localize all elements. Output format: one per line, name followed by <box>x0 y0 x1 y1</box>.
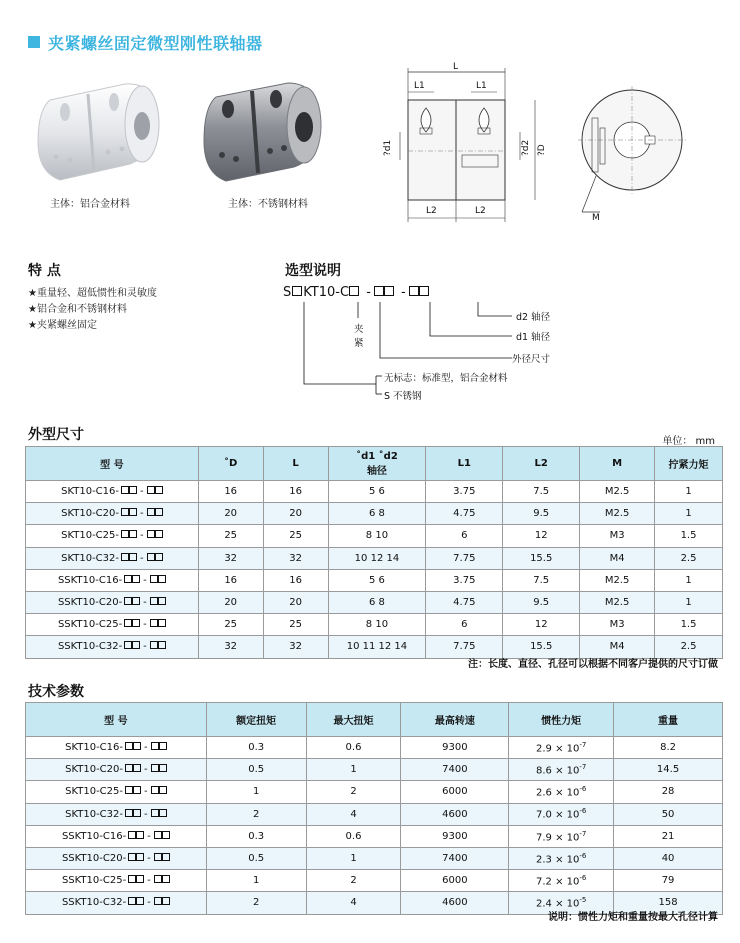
table-cell: 8 10 <box>328 525 426 547</box>
table-row <box>26 737 723 759</box>
table-cell: 4.75 <box>426 503 503 525</box>
table-cell: 25 <box>263 614 328 636</box>
table-cell: 15.5 <box>503 636 580 658</box>
table-cell: 40 <box>614 847 723 869</box>
table-cell: 25 <box>263 525 328 547</box>
table-cell: 1 <box>655 503 723 525</box>
tech-table <box>25 702 723 915</box>
table-cell: 0.5 <box>206 759 306 781</box>
table-cell: 6000 <box>401 781 509 803</box>
table-cell: 2.5 <box>655 547 723 569</box>
table-cell: SSKT10-C20- - <box>26 847 207 869</box>
table-cell: 32 <box>263 547 328 569</box>
unit-label: 单位： mm <box>662 436 715 447</box>
dim-label-d2: ?d2 <box>521 139 531 156</box>
feature-item: ★夹紧螺丝固定 <box>28 320 97 331</box>
feature-item: ★重量轻、超低惯性和灵敏度 <box>28 288 157 299</box>
table-cell: 32 <box>198 547 263 569</box>
model-explain-heading: 选型说明 <box>285 263 341 279</box>
table-cell: 7.75 <box>426 547 503 569</box>
table-cell: 1 <box>655 591 723 613</box>
features-heading: 特 点 <box>28 263 61 279</box>
table-cell: 7400 <box>401 759 509 781</box>
technical-drawing-side-view <box>370 60 560 230</box>
table-cell: 4 <box>306 803 401 825</box>
table-cell: $8.6 \times 10^{-7}$ <box>509 759 614 781</box>
table-cell: 50 <box>614 803 723 825</box>
table-cell: 16 <box>198 569 263 591</box>
table-cell: 28 <box>614 781 723 803</box>
table-cell: 14.5 <box>614 759 723 781</box>
table-cell: 25 <box>198 614 263 636</box>
col-header-torque: 拧紧力矩 <box>655 447 723 481</box>
table-row <box>26 781 723 803</box>
table-cell: M3 <box>580 614 655 636</box>
table-cell: 2 <box>206 803 306 825</box>
table-cell: 2 <box>306 781 401 803</box>
table-cell: SSKT10-C25- - <box>26 870 207 892</box>
table-cell: 32 <box>263 636 328 658</box>
table-cell: SKT10-C25- - <box>26 781 207 803</box>
table-cell: 9.5 <box>503 591 580 613</box>
table-cell: SSKT10-C16- - <box>26 569 199 591</box>
dim-label-d1: ?d1 <box>383 139 393 156</box>
table-cell: 12 <box>503 614 580 636</box>
table-cell: SSKT10-C16- - <box>26 825 207 847</box>
table-row <box>26 825 723 847</box>
table-cell: 3.75 <box>426 569 503 591</box>
table-cell: $2.9 \times 10^{-7}$ <box>509 737 614 759</box>
table-cell: 1.5 <box>655 525 723 547</box>
table-row <box>26 547 723 569</box>
table-cell: 12 <box>503 525 580 547</box>
model-code-prefix: S <box>283 285 292 300</box>
table-cell: 32 <box>198 636 263 658</box>
table-cell: 5 6 <box>328 569 426 591</box>
table-cell: 1 <box>206 870 306 892</box>
table-cell: M2.5 <box>580 591 655 613</box>
table-cell: 0.3 <box>206 825 306 847</box>
col-header-L1: L1 <box>426 447 503 481</box>
table-cell: 79 <box>614 870 723 892</box>
label-outer: 外径尺寸 <box>512 354 551 365</box>
dims-note: 注：长度、直径、孔径可以根据不同客户提供的尺寸订做 <box>468 659 718 670</box>
table-cell: 21 <box>614 825 723 847</box>
table-cell: 8 10 <box>328 614 426 636</box>
title-square-icon <box>28 36 40 48</box>
table-row <box>26 759 723 781</box>
table-cell: M3 <box>580 525 655 547</box>
photo-caption-aluminum: 主体：铝合金材料 <box>50 199 130 210</box>
table-cell: 7.5 <box>503 569 580 591</box>
table-cell: SKT10-C32- - <box>26 547 199 569</box>
table-cell: SKT10-C16- - <box>26 481 199 503</box>
col-header-L: L <box>263 447 328 481</box>
table-cell: SKT10-C25- - <box>26 525 199 547</box>
table-cell: $7.2 \times 10^{-6}$ <box>509 870 614 892</box>
model-code-dash: - <box>366 285 371 300</box>
table-row <box>26 870 723 892</box>
table-cell: $2.3 \times 10^{-6}$ <box>509 847 614 869</box>
table-row <box>26 847 723 869</box>
table-cell: 0.6 <box>306 737 401 759</box>
dims-table <box>25 446 723 659</box>
tech-note: 说明：惯性力矩和重量按最大孔径计算 <box>548 912 718 923</box>
col-header-weight: 重量 <box>614 703 723 737</box>
table-cell: 5 6 <box>328 481 426 503</box>
table-cell: 20 <box>263 503 328 525</box>
model-code-mid: KT10-C <box>303 285 350 300</box>
col-header-rated-torque: 额定扭矩 <box>206 703 306 737</box>
table-row <box>26 503 723 525</box>
table-cell: 6000 <box>401 870 509 892</box>
table-cell: 6 <box>426 614 503 636</box>
label-d2: d2 轴径 <box>516 312 551 323</box>
table-cell: SKT10-C20- - <box>26 503 199 525</box>
table-cell: SSKT10-C32- - <box>26 892 207 914</box>
dims-heading: 外型尺寸 <box>28 427 84 443</box>
col-header-max-torque: 最大扭矩 <box>306 703 401 737</box>
table-cell: $2.6 \times 10^{-6}$ <box>509 781 614 803</box>
table-cell: 8.2 <box>614 737 723 759</box>
col-header-L2: L2 <box>503 447 580 481</box>
dim-label-L1-right: L1 <box>476 81 487 91</box>
table-cell: 4600 <box>401 892 509 914</box>
table-cell: 6 8 <box>328 503 426 525</box>
table-row <box>26 803 723 825</box>
table-cell: 1.5 <box>655 614 723 636</box>
table-cell: 9.5 <box>503 503 580 525</box>
table-cell: $2.4 \times 10^{-5}$ <box>509 892 614 914</box>
table-cell: 9300 <box>401 825 509 847</box>
dim-label-M: M <box>592 213 600 223</box>
tech-heading: 技术参数 <box>28 684 84 700</box>
table-cell: 6 <box>426 525 503 547</box>
table-cell: SKT10-C20- - <box>26 759 207 781</box>
table-cell: 4 <box>306 892 401 914</box>
photo-aluminum-coupling <box>30 72 170 187</box>
table-cell: 1 <box>655 481 723 503</box>
col-header-max-speed: 最高转速 <box>401 703 509 737</box>
technical-drawing-end-view <box>570 80 700 225</box>
dim-label-L: L <box>453 62 459 72</box>
table-cell: 9300 <box>401 737 509 759</box>
table-cell: 15.5 <box>503 547 580 569</box>
label-standard: 无标志：标准型，铝合金材料 <box>384 373 508 384</box>
label-d1: d1 轴径 <box>516 332 551 343</box>
table-cell: 10 12 14 <box>328 547 426 569</box>
dim-label-L2-right: L2 <box>475 206 486 216</box>
dim-label-L2-left: L2 <box>426 206 437 216</box>
table-cell: 16 <box>263 481 328 503</box>
table-row <box>26 569 723 591</box>
feature-item: ★铝合金和不锈钢材料 <box>28 304 127 315</box>
col-header-inertia: 惯性力矩 <box>509 703 614 737</box>
table-cell: SSKT10-C32- - <box>26 636 199 658</box>
table-cell: SSKT10-C25- - <box>26 614 199 636</box>
table-cell: M2.5 <box>580 481 655 503</box>
table-cell: 7.75 <box>426 636 503 658</box>
table-cell: 1 <box>306 847 401 869</box>
col-header-D: ˚D <box>198 447 263 481</box>
table-cell: 158 <box>614 892 723 914</box>
table-cell: M4 <box>580 547 655 569</box>
table-cell: 1 <box>655 569 723 591</box>
table-cell: 3.75 <box>426 481 503 503</box>
table-cell: 2 <box>206 892 306 914</box>
label-stainless: S 不锈钢 <box>384 391 422 402</box>
table-cell: 0.6 <box>306 825 401 847</box>
table-cell: 16 <box>263 569 328 591</box>
photo-stainless-coupling <box>200 75 330 187</box>
table-cell: 0.5 <box>206 847 306 869</box>
table-cell: SSKT10-C20- - <box>26 591 199 613</box>
table-row <box>26 481 723 503</box>
photo-caption-stainless: 主体：不锈钢材料 <box>228 199 308 210</box>
table-cell: 0.3 <box>206 737 306 759</box>
table-cell: SKT10-C16- - <box>26 737 207 759</box>
table-cell: 4600 <box>401 803 509 825</box>
table-cell: 20 <box>198 591 263 613</box>
dim-label-D: ?D <box>537 144 547 156</box>
col-header-model: 型 号 <box>26 703 207 737</box>
table-cell: M2.5 <box>580 503 655 525</box>
table-row <box>26 614 723 636</box>
table-cell: M4 <box>580 636 655 658</box>
table-cell: 6 8 <box>328 591 426 613</box>
table-cell: $7.0 \times 10^{-6}$ <box>509 803 614 825</box>
table-cell: 2 <box>306 870 401 892</box>
model-code-dash: - <box>401 285 406 300</box>
col-header-model: 型 号 <box>26 447 199 481</box>
table-cell: 1 <box>306 759 401 781</box>
table-cell: 7.5 <box>503 481 580 503</box>
dim-label-L1-left: L1 <box>414 81 425 91</box>
col-header-M: M <box>580 447 655 481</box>
table-cell: SKT10-C32- - <box>26 803 207 825</box>
table-cell: M2.5 <box>580 569 655 591</box>
table-cell: 25 <box>198 525 263 547</box>
table-cell: 20 <box>198 503 263 525</box>
table-cell: 1 <box>206 781 306 803</box>
table-cell: 7400 <box>401 847 509 869</box>
table-row <box>26 525 723 547</box>
table-cell: $7.9 \times 10^{-7}$ <box>509 825 614 847</box>
col-header-bore: ˚d1 ˚d2 轴径 <box>328 447 426 481</box>
table-row <box>26 591 723 613</box>
clamp-label: 夹紧 <box>354 324 364 349</box>
table-cell: 10 11 12 14 <box>328 636 426 658</box>
page-title: 夹紧螺丝固定微型刚性联轴器 <box>28 32 263 52</box>
table-cell: 16 <box>198 481 263 503</box>
table-cell: 2.5 <box>655 636 723 658</box>
table-cell: 20 <box>263 591 328 613</box>
table-cell: 4.75 <box>426 591 503 613</box>
